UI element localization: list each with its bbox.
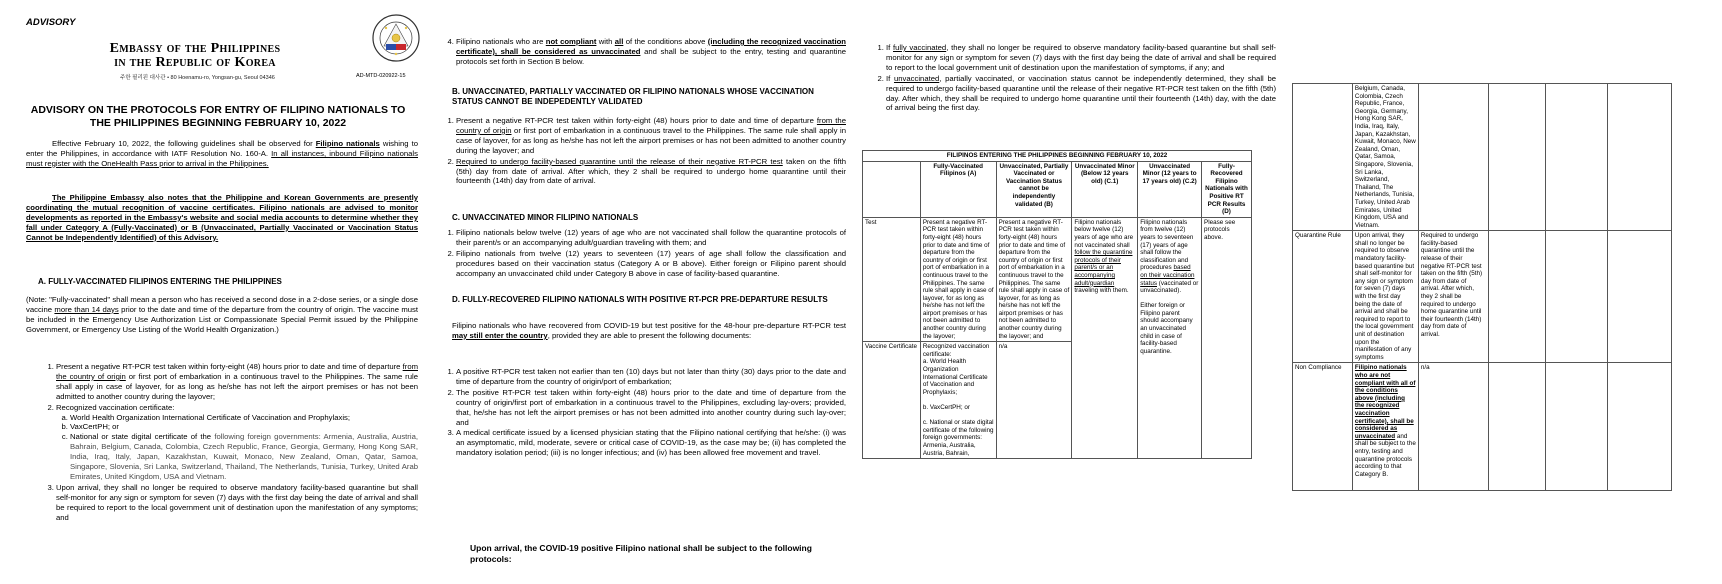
table-cell bbox=[1488, 231, 1546, 363]
list-item: 1. A positive RT-PCR test taken not earlier than ten (10) days but not later than thirty (30) days prior to the date and time of departure from the country of origin/port of embarkation; bbox=[456, 367, 846, 387]
table-cell: Upon arrival, they shall no longer be required to observe mandatory facility-based quarantine but shall self-monitor for any sign or symptom for seven (7) days with the first day being the date of arrival and shall be required to report to the local government unit of destination upon the manifestation of any symptoms bbox=[1352, 231, 1418, 363]
table-cell: Filipino nationals who are not compliant with all of the conditions above (including the recognized vaccination certificate), shall be considered as unvaccinated and shall be subject to the entry, testing and quarantine protocols according to that Category B. bbox=[1352, 363, 1418, 491]
table-cell bbox=[1488, 363, 1546, 491]
table-cell: Vaccine Certificate bbox=[863, 342, 921, 459]
section-a-heading: A. FULLY-VACCINATED FILIPINOS ENTERING THE PHILIPPINES bbox=[38, 277, 282, 286]
section-d-heading: D. FULLY-RECOVERED FILIPINO NATIONALS WITH POSITIVE RT-PCR PRE-DEPARTURE RESULTS bbox=[452, 295, 828, 304]
section-b-heading: B. UNVACCINATED, PARTIALLY VACCINATED OR FILIPINO NATIONALS WHOSE VACCINATION STATUS CANNOT BE INDEPEDENTLY VALIDATED bbox=[452, 87, 814, 106]
section-d-protocols-list bbox=[872, 43, 1276, 114]
table-cell: n/a bbox=[996, 342, 1072, 459]
table-row bbox=[1293, 84, 1672, 231]
embassy-seal-icon bbox=[372, 14, 420, 62]
table-cell bbox=[1546, 231, 1608, 363]
list-item: 3. Upon arrival, they shall no longer be required to observe mandatory facility-based quarantine but shall self-monitor for any sign or symptom for seven (7) days with the first day being the date of arrival and shall be required to report to the local government unit of destination upon the manifestation of any symptoms; and bbox=[56, 483, 418, 523]
list-item: 3. A medical certificate issued by a licensed physician stating that the Filipino national certifying that he/she: (i) was an asymptomatic, mild, moderate, severe or critical case of COVID-19, as the case may be; (ii) has completed the mandatory isolation period; (iii) is no longer infectious; and (iv) has been allowed free movement and travel. bbox=[456, 428, 846, 458]
advisory-label: ADVISORY bbox=[26, 17, 76, 28]
table-cell: Required to undergo facility-based quarantine until the release of their negative RT-PCR test taken on the fifth (5th) day from date of arrival. After which, they 2 shall be required to undergo home quarantine until their fourteenth (14th) day from date of arrival. bbox=[1418, 231, 1488, 363]
section-d-list bbox=[442, 367, 846, 459]
table-cell: Quarantine Rule bbox=[1293, 231, 1353, 363]
list-item: b. VaxCertPH; or bbox=[70, 422, 418, 432]
table-cell: Filipino nationals from twelve (12) years to seventeen (17) years of age shall follow the classification and procedures based on their vaccination status (vaccinated or unvaccinated). Either foreign or Filipino parent should accompany an unvaccinated child in case of facility-based quarantine. bbox=[1138, 217, 1202, 458]
document-title: ADVISORY ON THE PROTOCOLS FOR ENTRY OF FILIPINO NATIONALS TO THE PHILIPPINES BEGINNING FEBRUARY 10, 2022 bbox=[30, 104, 406, 129]
table-cell: Present a negative RT-PCR test taken within forty-eight (48) hours prior to date and time of departure from the country of origin or first port of embarkation in a continuous travel to the Philippines. The same rule shall apply in case of layover, for as long as he/she has not left the airport premises or has not been admitted to another country during the layover; bbox=[920, 217, 996, 342]
table-header: Unvaccinated Minor (Below 12 years old) (C.1) bbox=[1072, 161, 1138, 217]
table-header: Unvaccinated, Partially Vaccinated or Vaccination Status cannot be independently validated (B) bbox=[996, 161, 1072, 217]
section-b-list bbox=[442, 116, 846, 187]
table-cell: Filipino nationals below twelve (12) years of age who are not vaccinated shall follow the quarantine protocols of their parent/s or an accompanying adult/guardian traveling with them. bbox=[1072, 217, 1138, 458]
list-item: 2. Recognized vaccination certificate: a. World Health Organization International Certificate of Vaccination and Prophylaxis; b. VaxCertPH; or c. National or state digital certificate of the following foreign governments: Armenia, Australia, Austria, Bahrain, Belgium, Canada, Colombia, Czech Republic, France, Georgia, Germany, Hong Kong SAR, India, Iraq, Italy, Japan, Kazakhstan, Kuwait, Monaco, New Zealand, Oman, Qatar, Samoa, Singapore, Slovenia, Sri Lanka, Switzerland, Thailand, The Netherlands, Tunisia, Turkey, United Arab Emirates, United Kingdom, USA and Vietnam. bbox=[56, 403, 418, 482]
list-item: a. World Health Organization International Certificate of Vaccination and Prophylaxis; bbox=[70, 413, 418, 423]
embassy-name bbox=[60, 42, 330, 70]
embassy-name-line2: in the Republic of Korea bbox=[114, 55, 276, 70]
section-d-intro: Filipino nationals who have recovered from COVID-19 but test positive for the 48-hour pre-departure RT-PCR test may still enter the country, provided they are able to present the following documents: bbox=[452, 321, 846, 340]
document-page-1 bbox=[0, 0, 430, 584]
section-a-list-continued bbox=[442, 37, 846, 68]
summary-table bbox=[862, 150, 1252, 459]
table-header-row bbox=[863, 161, 1252, 217]
table-cell bbox=[1293, 84, 1353, 231]
section-c-heading: C. UNVACCINATED MINOR FILIPINO NATIONALS bbox=[452, 213, 639, 222]
list-item: 1. Filipino nationals below twelve (12) years of age who are not vaccinated shall follow the quarantine protocols of their parent/s or an accompanying adult/guardian traveling with them; and bbox=[456, 228, 846, 248]
document-page-4 bbox=[1290, 0, 1722, 584]
section-a-list bbox=[42, 362, 418, 524]
embassy-address: 주한 필리핀 대사관 • 80 Hoenamu-ro, Yongsan-gu, Seoul 04346 bbox=[120, 75, 275, 81]
table-cell: Test bbox=[863, 217, 921, 342]
table-header: Fully-Vaccinated Filipinos (A) bbox=[920, 161, 996, 217]
document-page-3 bbox=[860, 0, 1290, 584]
table-cell bbox=[1608, 363, 1672, 491]
embassy-name-line1: Embassy of the Philippines bbox=[109, 41, 281, 56]
fully-vaccinated-definition: (Note: "Fully-vaccinated" shall mean a person who has received a second dose in a 2-dose series, or a single dose vaccine more than 14 days prior to the date and time of the departure from the country of origin. The vaccine must be included in the Emergency Use Authorization List or Compassionate Special Permit issued by the Philippine Government, or Emergency Use Listing of the World Health Organization.) bbox=[26, 295, 418, 334]
table-cell: Please see protocols above. bbox=[1202, 217, 1252, 458]
upon-arrival-heading: Upon arrival, the COVID-19 positive Filipino national shall be subject to the following protocols: bbox=[470, 543, 812, 564]
table-cell bbox=[1608, 231, 1672, 363]
table-cell: Present a negative RT-PCR test taken within forty-eight (48) hours prior to date and time of departure from the country of origin or first port of embarkation in a continuous travel to the Philippines. The same rule shall apply in case of layover, for as long as he/she has not left the airport premises or has not been admitted to another country during the layover; and bbox=[996, 217, 1072, 342]
table-title-row bbox=[863, 151, 1252, 162]
table-row bbox=[1293, 231, 1672, 363]
table-cell bbox=[1546, 84, 1608, 231]
intro-paragraph: Effective February 10, 2022, the following guidelines shall be observed for Filipino nationals wishing to enter the Philippines, in accordance with IATF Resolution No. 160-A. In all instances, inbound Filipino nationals must register with the OneHealth Pass prior to arrival in the Philippines. bbox=[26, 139, 418, 168]
table-cell bbox=[1418, 84, 1488, 231]
table-header: Unvaccinated Minor (12 years to 17 years old) (C.2) bbox=[1138, 161, 1202, 217]
reference-number: AD-MTD-020922-15 bbox=[356, 73, 406, 79]
table-header: Fully-Recovered Filipino Nationals with Positive RT PCR Results (D) bbox=[1202, 161, 1252, 217]
table-cell: n/a bbox=[1418, 363, 1488, 491]
list-item: 2. Required to undergo facility-based quarantine until the release of their negative RT-PCR test taken on the fifth (5th) day from date of arrival. After which, they 2 shall be required to undergo home quarantine until their fourteenth (14th) day from date of arrival. bbox=[456, 157, 846, 187]
list-item: 4. Filipino nationals who are not compliant with all of the conditions above (including the recognized vaccination certificate), shall be considered as unvaccinated and shall be subject to the entry, testing and quarantine protocols set forth in Section B below. bbox=[456, 37, 846, 67]
list-item: 1. Present a negative RT-PCR test taken within forty-eight (48) hours prior to date and time of departure from the country of origin or first port of embarkation in a continuous travel to the Philippines. The same rule shall apply in case of layover, for as long as he/she has not left the airport premises or has not been admitted to another country during the layover; and bbox=[456, 116, 846, 156]
list-item: c. National or state digital certificate of the following foreign governments: Armenia, Australia, Austria, Bahrain, Belgium, Canada, Colombia, Czech Republic, France, Georgia, Germany, Hong Kong SAR, India, Iraq, Italy, Japan, Kazakhstan, Kuwait, Monaco, New Zealand, Oman, Qatar, Samoa, Singapore, Slovenia, Sri Lanka, Switzerland, Thailand, The Netherlands, Tunisia, Turkey, United Arab Emirates, United Kingdom, USA and Vietnam. bbox=[70, 432, 418, 482]
table-row bbox=[1293, 363, 1672, 491]
table-cell: Recognized vaccination certificate: a. World Health Organization International Certificate of Vaccination and Prophylaxis; b. VaxCertPH; or c. National or state digital certificate of the following foreign governments: Armenia, Australia, Austria, Bahrain, bbox=[920, 342, 996, 459]
embassy-note-paragraph: The Philippine Embassy also notes that the Philippine and Korean Governments are presently coordinating the mutual recognition of vaccine certificates. Filipino nationals are advised to monitor developments as reported in the Embassy's website and social media accounts to determine whether they fall under Category A (Fully-Vaccinated) or B (Unvaccinated, Partially Vaccinated or Vaccination Status Cannot be Independently Identified) of this Advisory. bbox=[26, 193, 418, 242]
document-page-2 bbox=[430, 0, 860, 584]
list-item: 2. Filipino nationals from twelve (12) years to seventeen (17) years of age shall follow the classification and procedures based on their vaccination status (Category A or B above). Either foreign or Filipino parent should accompany an unvaccinated child under Category B above in case of facility-based quarantine. bbox=[456, 249, 846, 279]
table-cell bbox=[1608, 84, 1672, 231]
table-cell: Belgium, Canada, Colombia, Czech Republic, France, Georgia, Germany, Hong Kong SAR, India, Iraq, Italy, Japan, Kazakhstan, Kuwait, Monaco, New Zealand, Oman, Qatar, Samoa, Singapore, Slovenia, Sri Lanka, Switzerland, Thailand, The Netherlands, Tunisia, Turkey, United Arab Emirates, United Kingdom, USA and Vietnam. bbox=[1352, 84, 1418, 231]
summary-table-continued bbox=[1292, 83, 1672, 491]
table-row bbox=[863, 217, 1252, 342]
list-item: 2. The positive RT-PCR test taken within forty-eight (48) hours prior to the date and time of departure from the country of origin/first port of embarkation in a continuous travel to the Philippines, excluding lay-overs; provided, that, he/she has not left the airport premises or has not been admitted into another country during such lay-over; and bbox=[456, 388, 846, 428]
table-header bbox=[863, 161, 921, 217]
table-cell bbox=[1546, 363, 1608, 491]
list-item: 1. Present a negative RT-PCR test taken within forty-eight (48) hours prior to date and time of departure from the country of origin or first port of embarkation in a continuous travel to the Philippines. The same rule shall apply in case of layover, for as long as he/she has not left the airport premises or has not been admitted to another country during the layover; bbox=[56, 362, 418, 402]
list-item: 2. If unvaccinated, partially vaccinated, or vaccination status cannot be independently determined, they shall be required to undergo facility-based quarantine until the release of their negative RT-PCR test taken on the fifth (5th) day. After which, they shall be required to undergo home quarantine until their fourteenth (14th) day, with the date of arrival being the first day. bbox=[886, 74, 1276, 114]
list-item: 1. If fully vaccinated, they shall no longer be required to observe mandatory facility-based quarantine but shall self-monitor for any sign or symptom for seven (7) days with the first day being the date of arrival and shall be required to report to the local government unit of destination upon the manifestation of symptoms, if any; and bbox=[886, 43, 1276, 73]
section-c-list bbox=[442, 228, 846, 280]
table-cell bbox=[1488, 84, 1546, 231]
table-cell: Non Compliance bbox=[1293, 363, 1353, 491]
table-title: FILIPINOS ENTERING THE PHILIPPINES BEGINNING FEBRUARY 10, 2022 bbox=[863, 151, 1252, 162]
